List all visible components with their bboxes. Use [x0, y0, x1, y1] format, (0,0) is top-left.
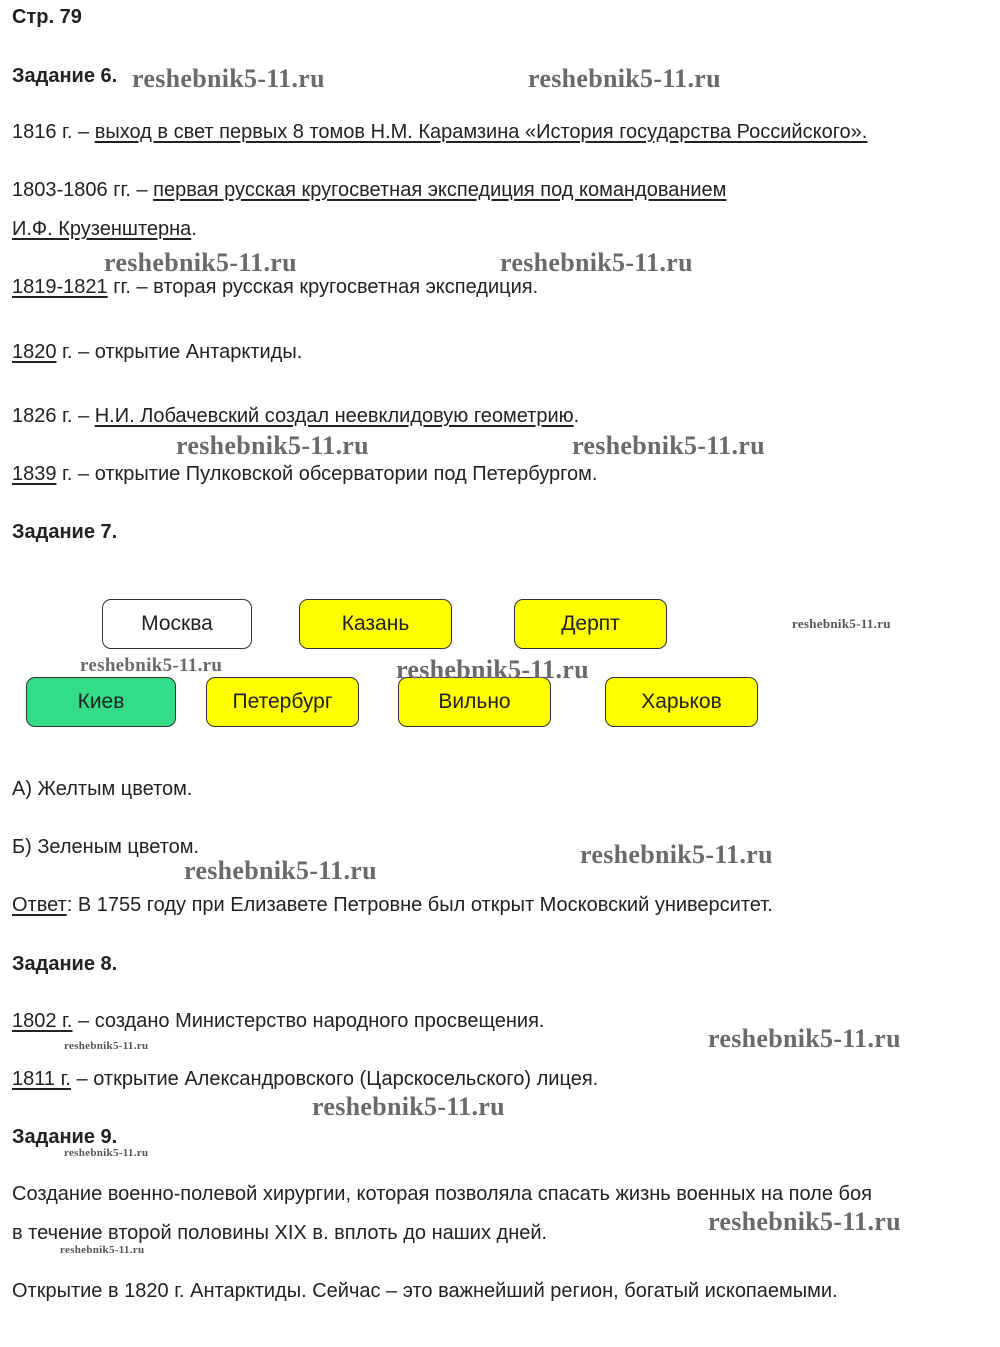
task6-line-1819: 1819-1821 гг. – вторая русская кругосветная экспедиция.	[12, 276, 539, 298]
watermark: reshebnik5-11.ru	[500, 248, 693, 277]
watermark: reshebnik5-11.ru	[184, 856, 377, 885]
task6-line-1839: 1839 г. – открытие Пулковской обсерватории под Петербургом.	[12, 463, 598, 485]
task9-para1-line1: Создание военно-полевой хирургии, которая позволяла спасать жизнь военных на поле боя	[12, 1183, 872, 1205]
watermark: reshebnik5-11.ru	[64, 1147, 149, 1159]
task9-para2: Открытие в 1820 г. Антарктиды. Сейчас – это важнейший регион, богатый ископаемыми.	[12, 1280, 838, 1302]
watermark: reshebnik5-11.ru	[708, 1207, 901, 1236]
watermark: reshebnik5-11.ru	[132, 64, 325, 93]
task8-line-1811: 1811 г. – открытие Александровского (Царскосельского) лицея.	[12, 1068, 599, 1090]
watermark: reshebnik5-11.ru	[312, 1092, 505, 1121]
task6-heading: Задание 6.	[12, 65, 118, 87]
task6-line-1820: 1820 г. – открытие Антарктиды.	[12, 341, 303, 363]
watermark: reshebnik5-11.ru	[104, 248, 297, 277]
city-box-derpt: Дерпт	[514, 599, 667, 649]
watermark: reshebnik5-11.ru	[176, 431, 369, 460]
watermark: reshebnik5-11.ru	[528, 64, 721, 93]
task6-line-1816: 1816 г. – выход в свет первых 8 томов Н.М. Карамзина «История государства Российского».	[12, 121, 868, 143]
page-title: Стр. 79	[12, 6, 82, 28]
city-box-kharkov: Харьков	[605, 677, 758, 727]
task7-heading: Задание 7.	[12, 521, 118, 543]
task7-answer-a: А) Желтым цветом.	[12, 778, 193, 800]
task6-line-kruzenshtern: И.Ф. Крузенштерна.	[12, 218, 197, 240]
watermark: reshebnik5-11.ru	[80, 655, 223, 676]
watermark: reshebnik5-11.ru	[396, 655, 589, 684]
city-box-peterburg: Петербург	[206, 677, 359, 727]
task9-para1-line2: в течение второй половины XIX в. вплоть до наших дней.	[12, 1222, 548, 1244]
watermark: reshebnik5-11.ru	[60, 1244, 145, 1256]
watermark: reshebnik5-11.ru	[572, 431, 765, 460]
task8-heading: Задание 8.	[12, 953, 118, 975]
city-box-kiev: Киев	[26, 677, 176, 727]
task8-line-1802: 1802 г. – создано Министерство народного просвещения.	[12, 1010, 545, 1032]
city-box-kazan: Казань	[299, 599, 452, 649]
city-box-moscow: Москва	[102, 599, 252, 649]
task6-line-1803: 1803-1806 гг. – первая русская кругосветная экспедиция под командованием	[12, 179, 727, 201]
task6-line-1826: 1826 г. – Н.И. Лобачевский создал неевклидовую геометрию.	[12, 405, 580, 427]
watermark: reshebnik5-11.ru	[708, 1024, 901, 1053]
task7-answer: Ответ: В 1755 году при Елизавете Петровне был открыт Московский университет.	[12, 894, 773, 916]
task7-answer-b: Б) Зеленым цветом.	[12, 836, 200, 858]
watermark: reshebnik5-11.ru	[64, 1040, 149, 1052]
watermark: reshebnik5-11.ru	[792, 616, 891, 631]
watermark: reshebnik5-11.ru	[580, 840, 773, 869]
task9-heading: Задание 9.	[12, 1126, 118, 1148]
city-box-vilno: Вильно	[398, 677, 551, 727]
